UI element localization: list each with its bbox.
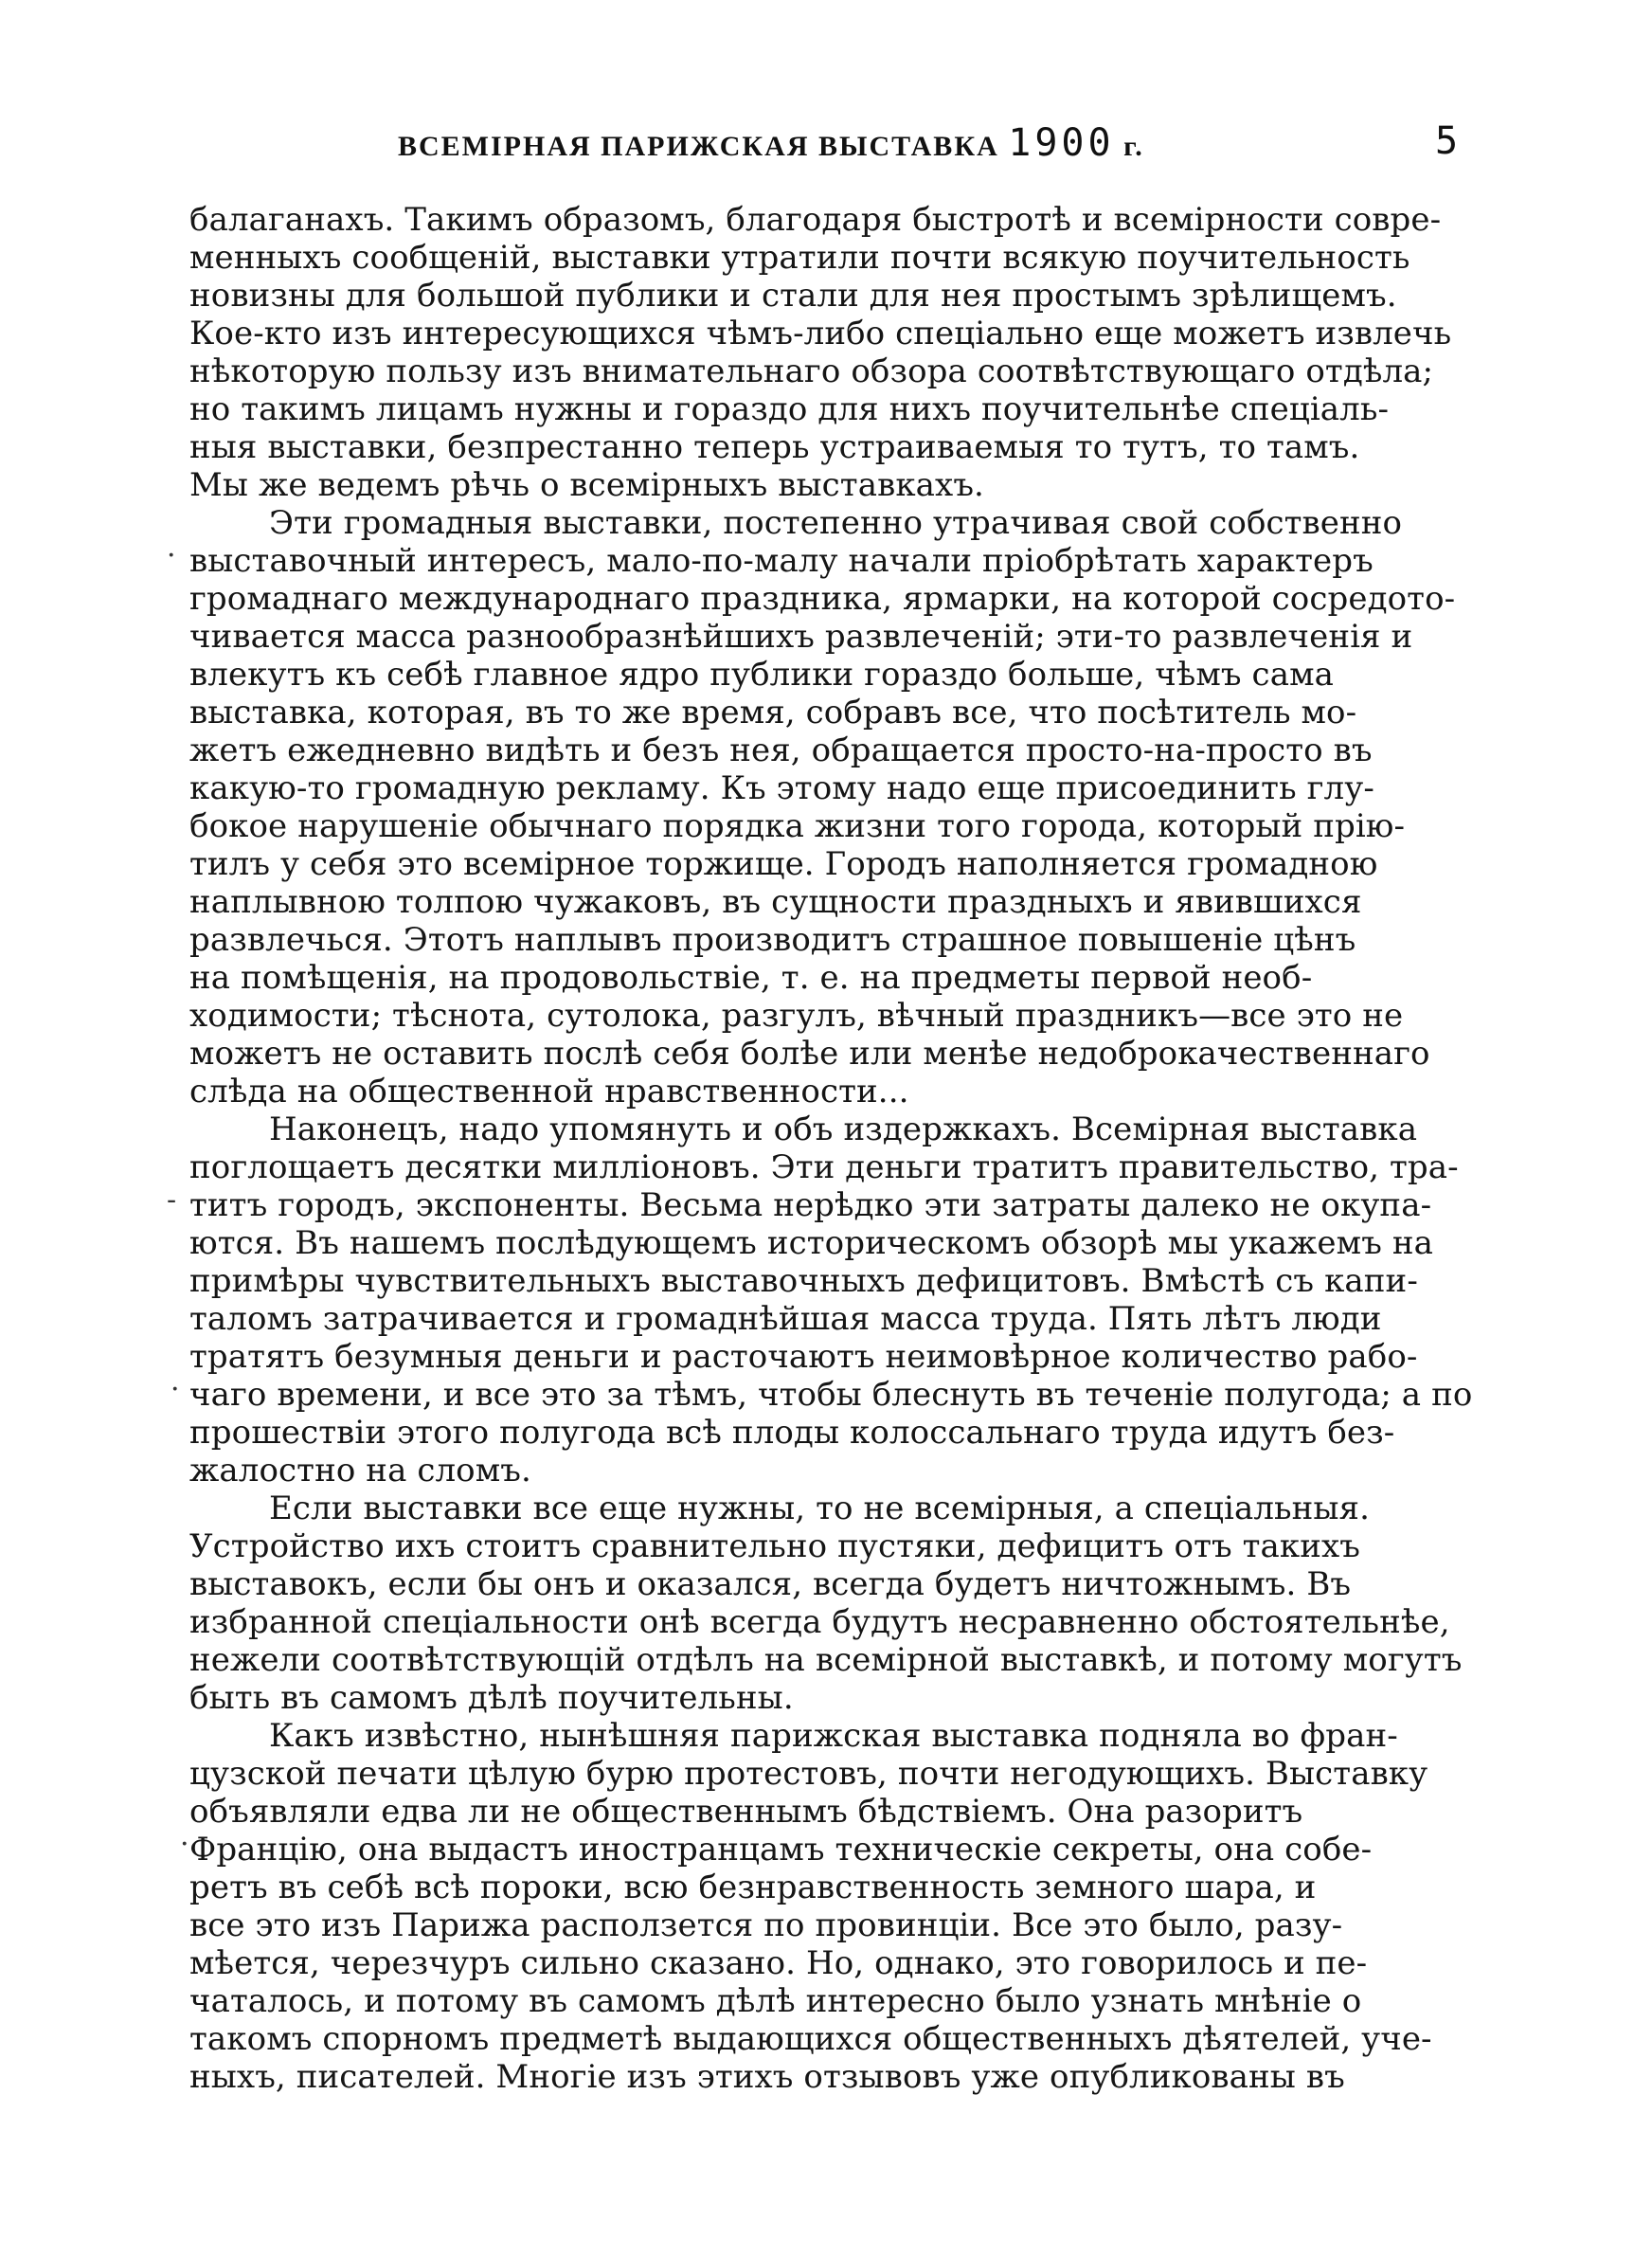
text-line: новизны для большой публики и стали для нея простымъ зрѣлищемъ. bbox=[189, 277, 1397, 315]
text-line: цузской печати цѣлую бурю протестовъ, почти негодующихъ. Выставку bbox=[189, 1755, 1428, 1793]
text-line: громаднаго международнаго праздника, ярмарки, на которой сосредото- bbox=[189, 580, 1456, 618]
text-line: таломъ затрачивается и громаднѣйшая масса труда. Пять лѣтъ люди bbox=[189, 1300, 1382, 1338]
running-year: 1900 bbox=[1008, 121, 1115, 165]
running-head bbox=[398, 121, 1144, 165]
text-line: примѣры чувствительныхъ выставочныхъ дефицитовъ. Вмѣстѣ съ капи- bbox=[189, 1262, 1418, 1300]
text-line: чаталось, и потому въ самомъ дѣлѣ интересно было узнать мнѣніе о bbox=[189, 1982, 1362, 2020]
paragraph-start-line: Если выставки все еще нужны, то не всемірныя, а спеціальныя. bbox=[269, 1490, 1371, 1527]
text-line: тратятъ безумныя деньги и расточаютъ неимовѣрное количество рабо- bbox=[189, 1338, 1418, 1376]
text-line: нѣкоторую пользу изъ внимательнаго обзора соотвѣтствующаго отдѣла; bbox=[189, 352, 1434, 390]
text-line: ходимости; тѣснота, сутолока, разгулъ, вѣчный праздникъ—все это не bbox=[189, 997, 1404, 1035]
text-line: выставка, которая, въ то же время, собравъ все, что посѣтитель мо- bbox=[189, 694, 1357, 731]
text-line: избранной спеціальности онѣ всегда будутъ несравненно обстоятельнѣе, bbox=[189, 1603, 1450, 1641]
text-line: ретъ въ себѣ всѣ пороки, всю безнравственность земного шара, и bbox=[189, 1869, 1317, 1906]
paragraph-start-line: Эти громадныя выставки, постепенно утрачивая свой собственно bbox=[269, 504, 1403, 542]
text-line: тилъ у себя это всемірное торжище. Городъ наполняется громадною bbox=[189, 845, 1378, 883]
margin-mark: · bbox=[167, 539, 176, 572]
text-line: Мы же ведемъ рѣчь о всемірныхъ выставкахъ. bbox=[189, 466, 984, 504]
text-line: выставокъ, если бы онъ и оказался, всегда будетъ ничтожнымъ. Въ bbox=[189, 1565, 1352, 1603]
text-line: развлечься. Этотъ наплывъ производитъ страшное повышеніе цѣнъ bbox=[189, 921, 1356, 959]
text-line: мѣется, черезчуръ сильно сказано. Но, однако, это говорилось и пе- bbox=[189, 1944, 1368, 1982]
text-line: чивается масса разнообразнѣйшихъ развлеченій; эти-то развлеченія и bbox=[189, 618, 1413, 656]
margin-mark: · bbox=[180, 1828, 189, 1861]
text-line: титъ городъ, экспоненты. Весьма нерѣдко эти затраты далеко не окупа- bbox=[189, 1186, 1432, 1224]
text-line: поглощаетъ десятки милліоновъ. Эти деньги тратитъ правительство, тра- bbox=[189, 1148, 1459, 1186]
text-line: выставочный интересъ, мало-по-малу начали пріобрѣтать характеръ bbox=[189, 542, 1374, 580]
text-line: чаго времени, и все это за тѣмъ, чтобы блеснуть въ теченіе полугода; а по bbox=[189, 1376, 1473, 1414]
body-text bbox=[189, 201, 1478, 2162]
text-line: ныя выставки, безпрестанно теперь устраиваемыя то тутъ, то тамъ. bbox=[189, 428, 1360, 466]
text-line: жалостно на сломъ. bbox=[189, 1452, 531, 1490]
text-line: ныхъ, писателей. Многіе изъ этихъ отзывовъ уже опубликованы въ bbox=[189, 2058, 1345, 2096]
text-line: такомъ спорномъ предметѣ выдающихся общественныхъ дѣятелей, уче- bbox=[189, 2020, 1432, 2058]
text-line: можетъ не оставить послѣ себя болѣе или менѣе недоброкачественнаго bbox=[189, 1035, 1430, 1073]
text-line: Францію, она выдастъ иностранцамъ техническіе секреты, она собе- bbox=[189, 1831, 1373, 1869]
running-title: ВСЕМІРНАЯ ПАРИЖСКАЯ ВЫСТАВКА bbox=[398, 131, 999, 162]
text-line: влекутъ къ себѣ главное ядро публики гораздо больше, чѣмъ сама bbox=[189, 656, 1334, 694]
text-line: объявляли едва ли не общественнымъ бѣдствіемъ. Она разоритъ bbox=[189, 1793, 1303, 1831]
text-line: какую-то громадную рекламу. Къ этому надо еще присоединить глу- bbox=[189, 769, 1374, 807]
text-line: слѣда на общественной нравственности... bbox=[189, 1073, 909, 1110]
text-line: но такимъ лицамъ нужны и гораздо для нихъ поучительнѣе спеціаль- bbox=[189, 390, 1390, 428]
text-line: жетъ ежедневно видѣть и безъ нея, обращается просто-на-просто въ bbox=[189, 731, 1373, 769]
text-line: бокое нарушеніе обычнаго порядка жизни того города, который прію- bbox=[189, 807, 1406, 845]
text-line: прошествіи этого полугода всѣ плоды колоссальнаго труда идутъ без- bbox=[189, 1414, 1395, 1452]
page-number: 5 bbox=[1435, 119, 1459, 163]
text-line: менныхъ сообщеній, выставки утратили почти всякую поучительность bbox=[189, 239, 1410, 277]
text-line: балаганахъ. Такимъ образомъ, благодаря быстротѣ и всемірности совре- bbox=[189, 201, 1442, 239]
text-line: Кое-кто изъ интересующихся чѣмъ-либо спеціально еще можетъ извлечь bbox=[189, 315, 1452, 352]
paragraph-start-line: Наконецъ, надо упомянуть и объ издержкахъ. Всемірная выставка bbox=[269, 1110, 1418, 1148]
margin-mark: - bbox=[167, 1183, 177, 1217]
text-line: на помѣщенія, на продовольствіе, т. е. на предметы первой необ- bbox=[189, 959, 1313, 997]
text-line: нежели соотвѣтствующій отдѣлъ на всемірной выставкѣ, и потому могутъ bbox=[189, 1641, 1463, 1679]
text-line: наплывною толпою чужаковъ, въ сущности праздныхъ и явившихся bbox=[189, 883, 1362, 921]
margin-mark: · bbox=[171, 1373, 180, 1406]
text-line: Устройство ихъ стоитъ сравнительно пустяки, дефицитъ отъ такихъ bbox=[189, 1527, 1361, 1565]
text-line: ются. Въ нашемъ послѣдующемъ историческомъ обзорѣ мы укажемъ на bbox=[189, 1224, 1433, 1262]
running-suffix: г. bbox=[1123, 131, 1144, 162]
text-line: быть въ самомъ дѣлѣ поучительны. bbox=[189, 1679, 794, 1717]
text-line: все это изъ Парижа расползется по провинціи. Все это было, разу- bbox=[189, 1906, 1343, 1944]
paragraph-start-line: Какъ извѣстно, нынѣшняя парижская выставка подняла во фран- bbox=[269, 1717, 1398, 1755]
